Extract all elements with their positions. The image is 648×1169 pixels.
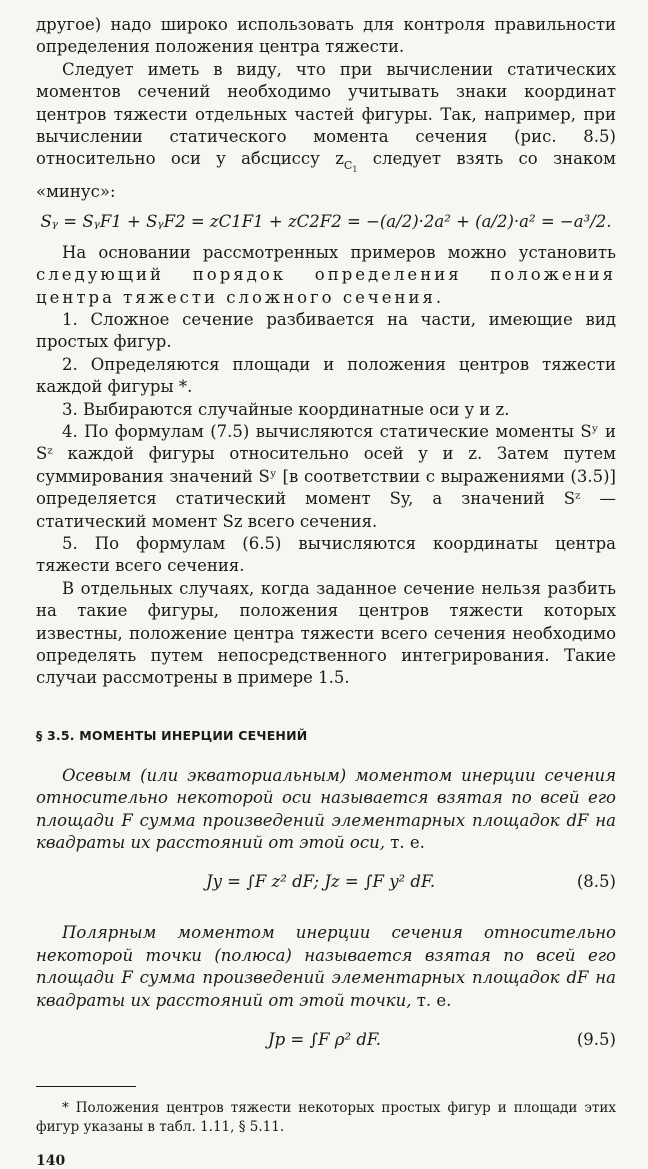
paragraph-integration: В отдельных случаях, когда заданное сечение нельзя разбить на такие фигуры, положения центров тяжести которых известны, положение центра тяжести всего сечения необходимо определять путем непосредственного интегрирования. Такие случаи рассмотрены в примере 1.5.: [36, 578, 616, 688]
procedure-intro-spaced: следующий порядок определения положения центра тяжести сложного сечения.: [36, 265, 616, 307]
list-item-3: 3. Выбираются случайные координатные оси y и z.: [62, 399, 510, 419]
list-item-4: 4. По формулам (7.5) вычисляются статические моменты Sʸ и Sᶻ каждой фигуры относительно осей y и z. Затем путем суммирования значений Sʸ [в соответствии с выражениями (3.5)] определяется статический момент Sy, а значений Sᶻ — статический момент Sz всего сечения.: [36, 421, 616, 531]
paragraph-sign-note-end: следует взять со знаком «минус»:: [36, 149, 616, 202]
footnote-rule: [36, 1086, 136, 1087]
paragraph-sign-note-text: Следует иметь в виду, что при вычислении статических моментов сечений необходимо учитывать знаки координат центров тяжести отдельных частей фигуры. Так, например, при вычислении статического момента сечения (рис. 8.5) относительно оси y абсциссу z: [36, 59, 616, 169]
formula-static-moment: Sᵧ = SᵧF1 + SᵧF2 = zC1F1 + zC2F2 = −(a/2)·2a² + (a/2)·a² = −a³/2.: [40, 211, 612, 231]
subscript-c: C1: [343, 158, 358, 174]
definition-axial-moment: [36, 765, 616, 855]
equation-8-5-number: (8.5): [576, 872, 616, 892]
definition-polar-moment: [36, 922, 616, 1012]
equation-8-5: [36, 862, 616, 914]
definition-axial-tail: т. е.: [384, 833, 425, 853]
equation-9-5-number: (9.5): [576, 1030, 616, 1050]
definition-polar-tail: т. е.: [411, 990, 452, 1010]
list-item-1: 1. Сложное сечение разбивается на части, имеющие вид простых фигур.: [36, 309, 616, 352]
list-item-2: 2. Определяются площади и положения центров тяжести каждой фигуры *.: [36, 354, 616, 397]
equation-8-5-body: Jy = ∫F z² dF; Jz = ∫F y² dF.: [206, 872, 436, 892]
equation-9-5-body: Jp = ∫F ρ² dF.: [268, 1030, 382, 1050]
section-heading: § 3.5. МОМЕНТЫ ИНЕРЦИИ СЕЧЕНИЙ: [36, 727, 308, 743]
subscript-1: 1: [352, 164, 358, 174]
footnote: * Положения центров тяжести некоторых простых фигур и площади этих фигур указаны в табл. 1.11, § 5.11.: [36, 1100, 616, 1136]
equation-9-5: [36, 1020, 616, 1072]
definition-polar-text: Полярным моментом инерции сечения относительно некоторой точки (полюса) называется взятая по всей его площади F сумма произведений элементарных площадок dF на квадраты их расстояний от этой точки,: [36, 923, 616, 1010]
paragraph-sign-note: [36, 59, 616, 204]
page-content: [36, 14, 616, 1169]
paragraph-procedure-intro: [36, 242, 616, 309]
list-item-5: 5. По формулам (6.5) вычисляются координаты центра тяжести всего сечения.: [36, 534, 616, 576]
procedure-intro-text: На основании рассмотренных примеров можно установить: [62, 242, 616, 262]
paragraph-continuation: другое) надо широко использовать для контроля правильности определения положения центра тяжести.: [36, 15, 616, 57]
page-number: 140: [36, 1153, 66, 1169]
definition-axial-text: Осевым (или экваториальным) моментом инерции сечения относительно некоторой оси называется взятая по всей его площади F сумма произведений элементарных площадок dF на квадраты их расстояний от этой оси,: [36, 765, 616, 853]
